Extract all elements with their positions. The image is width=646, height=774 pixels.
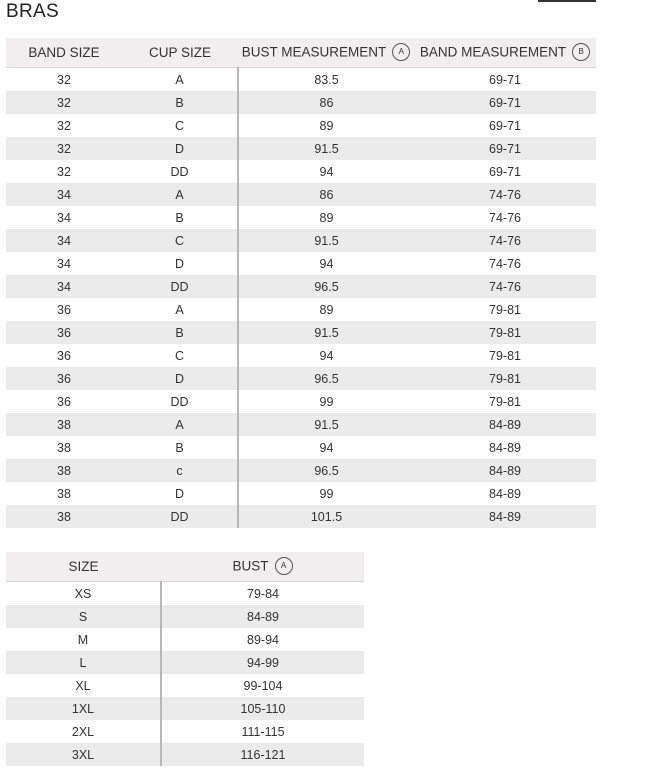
- bust-cell: 84-89: [161, 605, 364, 628]
- band-measurement-cell: 69-71: [414, 91, 596, 114]
- bust-measurement-cell: 89: [238, 206, 414, 229]
- band-size-cell: 36: [6, 390, 122, 413]
- cup-size-cell: DD: [122, 160, 238, 183]
- bust-measurement-cell: 96.5: [238, 459, 414, 482]
- band-measurement-cell: 84-89: [414, 436, 596, 459]
- cup-size-cell: C: [122, 344, 238, 367]
- band-measurement-cell: 84-89: [414, 413, 596, 436]
- table-row: [6, 628, 364, 651]
- band-measurement-cell: 74-76: [414, 252, 596, 275]
- band-size-cell: 36: [6, 344, 122, 367]
- cup-size-cell: A: [122, 298, 238, 321]
- table-row: [6, 674, 364, 697]
- cup-size-cell: D: [122, 252, 238, 275]
- band-size-cell: 36: [6, 321, 122, 344]
- header-bust: [161, 552, 364, 582]
- band-size-cell: 32: [6, 91, 122, 114]
- size-cell: L: [6, 651, 161, 674]
- bust-measurement-cell: 99: [238, 390, 414, 413]
- cup-size-cell: DD: [122, 275, 238, 298]
- cup-size-cell: A: [122, 413, 238, 436]
- band-measurement-cell: 84-89: [414, 505, 596, 528]
- table-row: [6, 91, 596, 114]
- bust-a-badge-icon: A: [392, 43, 410, 61]
- band-measurement-cell: 79-81: [414, 298, 596, 321]
- table-row: [6, 252, 596, 275]
- general-size-table: [6, 552, 364, 766]
- page-title: BRAS: [6, 1, 59, 22]
- band-measurement-cell: 74-76: [414, 229, 596, 252]
- bust-cell: 111-115: [161, 720, 364, 743]
- bust-measurement-cell: 99: [238, 482, 414, 505]
- bust-measurement-cell: 83.5: [238, 68, 414, 92]
- bust-cell: 99-104: [161, 674, 364, 697]
- table-row: [6, 413, 596, 436]
- band-measurement-cell: 74-76: [414, 275, 596, 298]
- top-divider: [538, 0, 596, 2]
- bust-measurement-cell: 94: [238, 160, 414, 183]
- table-header-row: [6, 38, 596, 68]
- size-cell: 3XL: [6, 743, 161, 766]
- table-row: [6, 321, 596, 344]
- band-size-cell: 38: [6, 436, 122, 459]
- band-measurement-cell: 74-76: [414, 183, 596, 206]
- cup-size-cell: DD: [122, 390, 238, 413]
- bust-measurement-cell: 101.5: [238, 505, 414, 528]
- band-size-cell: 32: [6, 137, 122, 160]
- bust-cell: 79-84: [161, 582, 364, 606]
- table-row: [6, 68, 596, 92]
- size-cell: XS: [6, 582, 161, 606]
- band-measurement-cell: 84-89: [414, 482, 596, 505]
- cup-size-cell: B: [122, 206, 238, 229]
- band-measurement-cell: 79-81: [414, 344, 596, 367]
- size-cell: 2XL: [6, 720, 161, 743]
- band-measurement-cell: 69-71: [414, 137, 596, 160]
- header-cup-size: CUP SIZE: [122, 38, 238, 68]
- header-bust-label: BUST MEASUREMENT: [241, 44, 387, 60]
- band-measurement-cell: 69-71: [414, 114, 596, 137]
- band-size-cell: 38: [6, 459, 122, 482]
- cup-size-cell: C: [122, 114, 238, 137]
- table-row: [6, 206, 596, 229]
- bust-a-badge-icon: A: [275, 557, 293, 575]
- header-band-label: BAND MEASUREMENT: [419, 44, 567, 60]
- cup-size-cell: B: [122, 91, 238, 114]
- bust-measurement-cell: 89: [238, 298, 414, 321]
- table-row: [6, 298, 596, 321]
- table-row: [6, 229, 596, 252]
- band-measurement-cell: 79-81: [414, 321, 596, 344]
- cup-size-cell: A: [122, 183, 238, 206]
- band-size-cell: 34: [6, 183, 122, 206]
- band-size-cell: 34: [6, 275, 122, 298]
- band-size-cell: 36: [6, 298, 122, 321]
- bust-measurement-cell: 94: [238, 436, 414, 459]
- bust-measurement-cell: 86: [238, 183, 414, 206]
- table-header-row: [6, 552, 364, 582]
- bust-measurement-cell: 89: [238, 114, 414, 137]
- bust-measurement-cell: 86: [238, 91, 414, 114]
- band-size-cell: 36: [6, 367, 122, 390]
- table-row: [6, 137, 596, 160]
- size-cell: S: [6, 605, 161, 628]
- header-bust-measurement: [238, 38, 414, 68]
- header-band-measurement: [414, 38, 596, 68]
- band-size-cell: 34: [6, 229, 122, 252]
- band-size-cell: 38: [6, 505, 122, 528]
- cup-size-cell: D: [122, 137, 238, 160]
- header-bust-label: BUST: [232, 558, 269, 574]
- table-row: [6, 651, 364, 674]
- table-row: [6, 605, 364, 628]
- band-measurement-cell: 69-71: [414, 160, 596, 183]
- size-cell: 1XL: [6, 697, 161, 720]
- band-measurement-cell: 69-71: [414, 68, 596, 92]
- bust-measurement-cell: 91.5: [238, 137, 414, 160]
- cup-size-cell: B: [122, 321, 238, 344]
- bust-measurement-cell: 91.5: [238, 321, 414, 344]
- bust-measurement-cell: 94: [238, 252, 414, 275]
- table-row: [6, 436, 596, 459]
- size-cell: XL: [6, 674, 161, 697]
- bust-measurement-cell: 91.5: [238, 413, 414, 436]
- table-row: [6, 114, 596, 137]
- bras-size-table: [6, 38, 596, 528]
- table-row: [6, 390, 596, 413]
- table-row: [6, 160, 596, 183]
- bust-cell: 89-94: [161, 628, 364, 651]
- bust-measurement-cell: 96.5: [238, 275, 414, 298]
- band-size-cell: 38: [6, 482, 122, 505]
- cup-size-cell: D: [122, 482, 238, 505]
- band-measurement-cell: 74-76: [414, 206, 596, 229]
- table-row: [6, 344, 596, 367]
- band-size-cell: 32: [6, 160, 122, 183]
- header-size: SIZE: [6, 552, 161, 582]
- header-band-size: BAND SIZE: [6, 38, 122, 68]
- bust-cell: 105-110: [161, 697, 364, 720]
- band-measurement-cell: 84-89: [414, 459, 596, 482]
- band-size-cell: 34: [6, 252, 122, 275]
- cup-size-cell: B: [122, 436, 238, 459]
- band-size-cell: 34: [6, 206, 122, 229]
- table-row: [6, 505, 596, 528]
- band-size-cell: 32: [6, 114, 122, 137]
- cup-size-cell: A: [122, 68, 238, 92]
- band-b-badge-icon: B: [572, 43, 590, 61]
- table-row: [6, 367, 596, 390]
- cup-size-cell: C: [122, 229, 238, 252]
- size-cell: M: [6, 628, 161, 651]
- table-row: [6, 275, 596, 298]
- band-size-cell: 32: [6, 68, 122, 92]
- cup-size-cell: D: [122, 367, 238, 390]
- band-size-cell: 38: [6, 413, 122, 436]
- table-row: [6, 482, 596, 505]
- table-row: [6, 183, 596, 206]
- cup-size-cell: c: [122, 459, 238, 482]
- table-row: [6, 697, 364, 720]
- bust-measurement-cell: 96.5: [238, 367, 414, 390]
- cup-size-cell: DD: [122, 505, 238, 528]
- bust-cell: 94-99: [161, 651, 364, 674]
- table-row: [6, 743, 364, 766]
- table-row: [6, 720, 364, 743]
- table-row: [6, 459, 596, 482]
- bust-measurement-cell: 94: [238, 344, 414, 367]
- bust-measurement-cell: 91.5: [238, 229, 414, 252]
- bust-cell: 116-121: [161, 743, 364, 766]
- table-row: [6, 582, 364, 606]
- band-measurement-cell: 79-81: [414, 367, 596, 390]
- band-measurement-cell: 79-81: [414, 390, 596, 413]
